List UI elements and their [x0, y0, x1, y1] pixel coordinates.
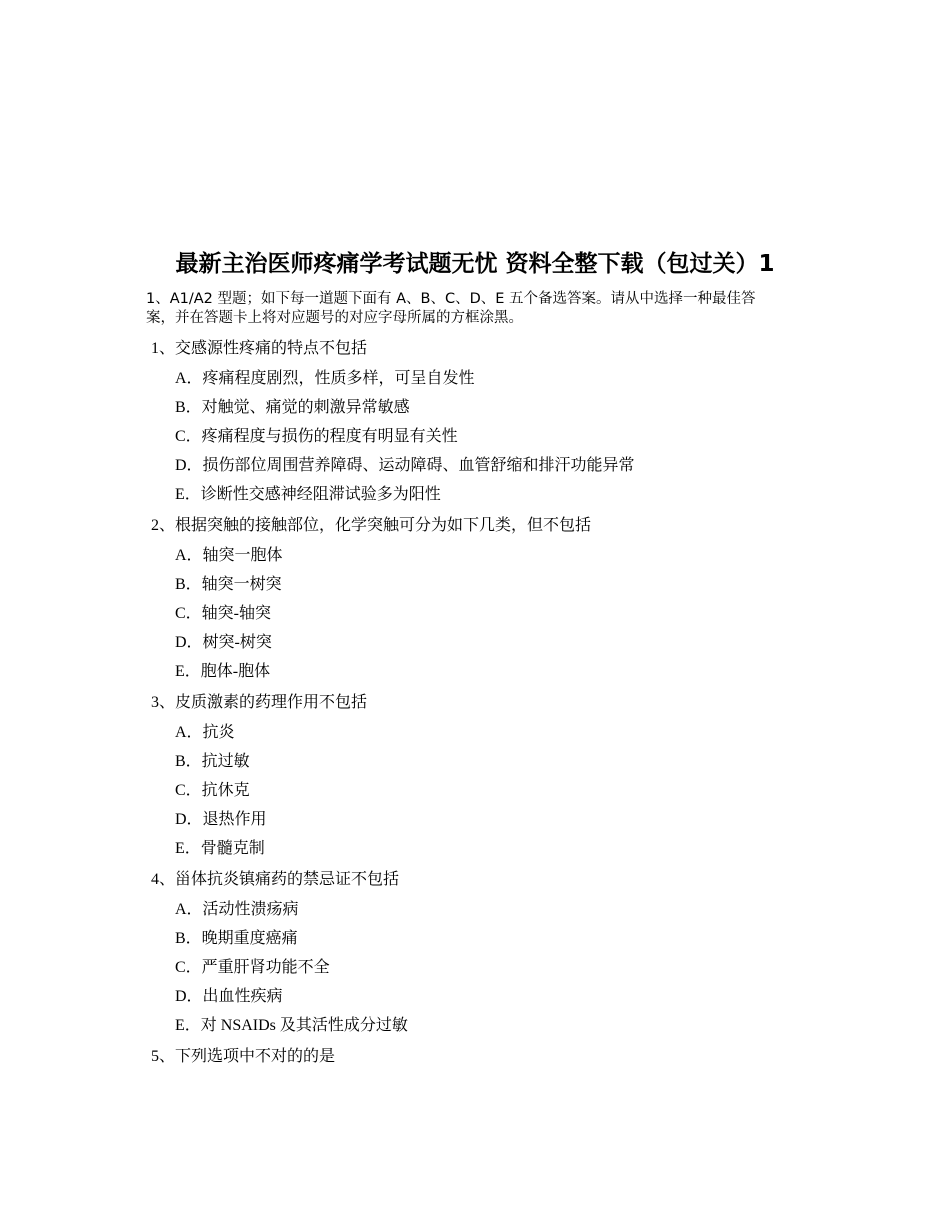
option-e: E．诊断性交感神经阻滞试验多为阳性: [175, 486, 441, 503]
question-2: [151, 511, 851, 686]
option-d: D．损伤部位周围营养障碍、运动障碍、血管舒缩和排汗功能异常: [175, 457, 635, 474]
option-a: A．活动性溃疡病: [175, 901, 299, 918]
question-3: [151, 688, 851, 863]
instruction-line: 案，并在答题卡上将对应题号的对应字母所属的方框涂黑。: [146, 310, 523, 326]
option-b: B．轴突一树突: [175, 576, 282, 593]
question-text: 4、甾体抗炎镇痛药的禁忌证不包括: [151, 871, 400, 888]
instruction-line: 1、A1/A2 型题；如下每一道题下面有 A、B、C、D、E 五个备选答案。请从中选择一种最佳答: [146, 291, 756, 307]
option-c: C．严重肝肾功能不全: [175, 959, 330, 976]
option-d: D．出血性疾病: [175, 988, 283, 1005]
option-b: B．抗过敏: [175, 753, 250, 770]
question-1: [151, 334, 851, 509]
option-c: C．轴突-轴突: [175, 605, 272, 622]
option-e: E．骨髓克制: [175, 840, 265, 857]
question-4: [151, 865, 851, 1040]
option-c: C．抗休克: [175, 782, 250, 799]
question-text: 5、下列选项中不对的的是: [151, 1048, 336, 1065]
question-text: 3、皮质激素的药理作用不包括: [151, 694, 368, 711]
document-title: 最新主治医师疼痛学考试题无忧 资料全整下载（包过关）1: [175, 251, 775, 277]
question-text: 1、交感源性疼痛的特点不包括: [151, 340, 368, 357]
option-e: E．胞体-胞体: [175, 663, 271, 680]
option-e: E．对 NSAIDs 及其活性成分过敏: [175, 1017, 408, 1034]
option-b: B．对触觉、痛觉的刺激异常敏感: [175, 399, 410, 416]
question-5: [151, 1042, 851, 1072]
option-a: A．轴突一胞体: [175, 547, 283, 564]
option-d: D．树突-树突: [175, 634, 272, 651]
question-list: [151, 334, 851, 1072]
option-d: D．退热作用: [175, 811, 267, 828]
option-b: B．晚期重度癌痛: [175, 930, 298, 947]
option-a: A．疼痛程度剧烈，性质多样，可呈自发性: [175, 370, 475, 387]
question-text: 2、根据突触的接触部位，化学突触可分为如下几类，但不包括: [151, 517, 592, 534]
option-a: A．抗炎: [175, 724, 235, 741]
instruction-text: [146, 290, 818, 328]
option-c: C．疼痛程度与损伤的程度有明显有关性: [175, 428, 458, 445]
